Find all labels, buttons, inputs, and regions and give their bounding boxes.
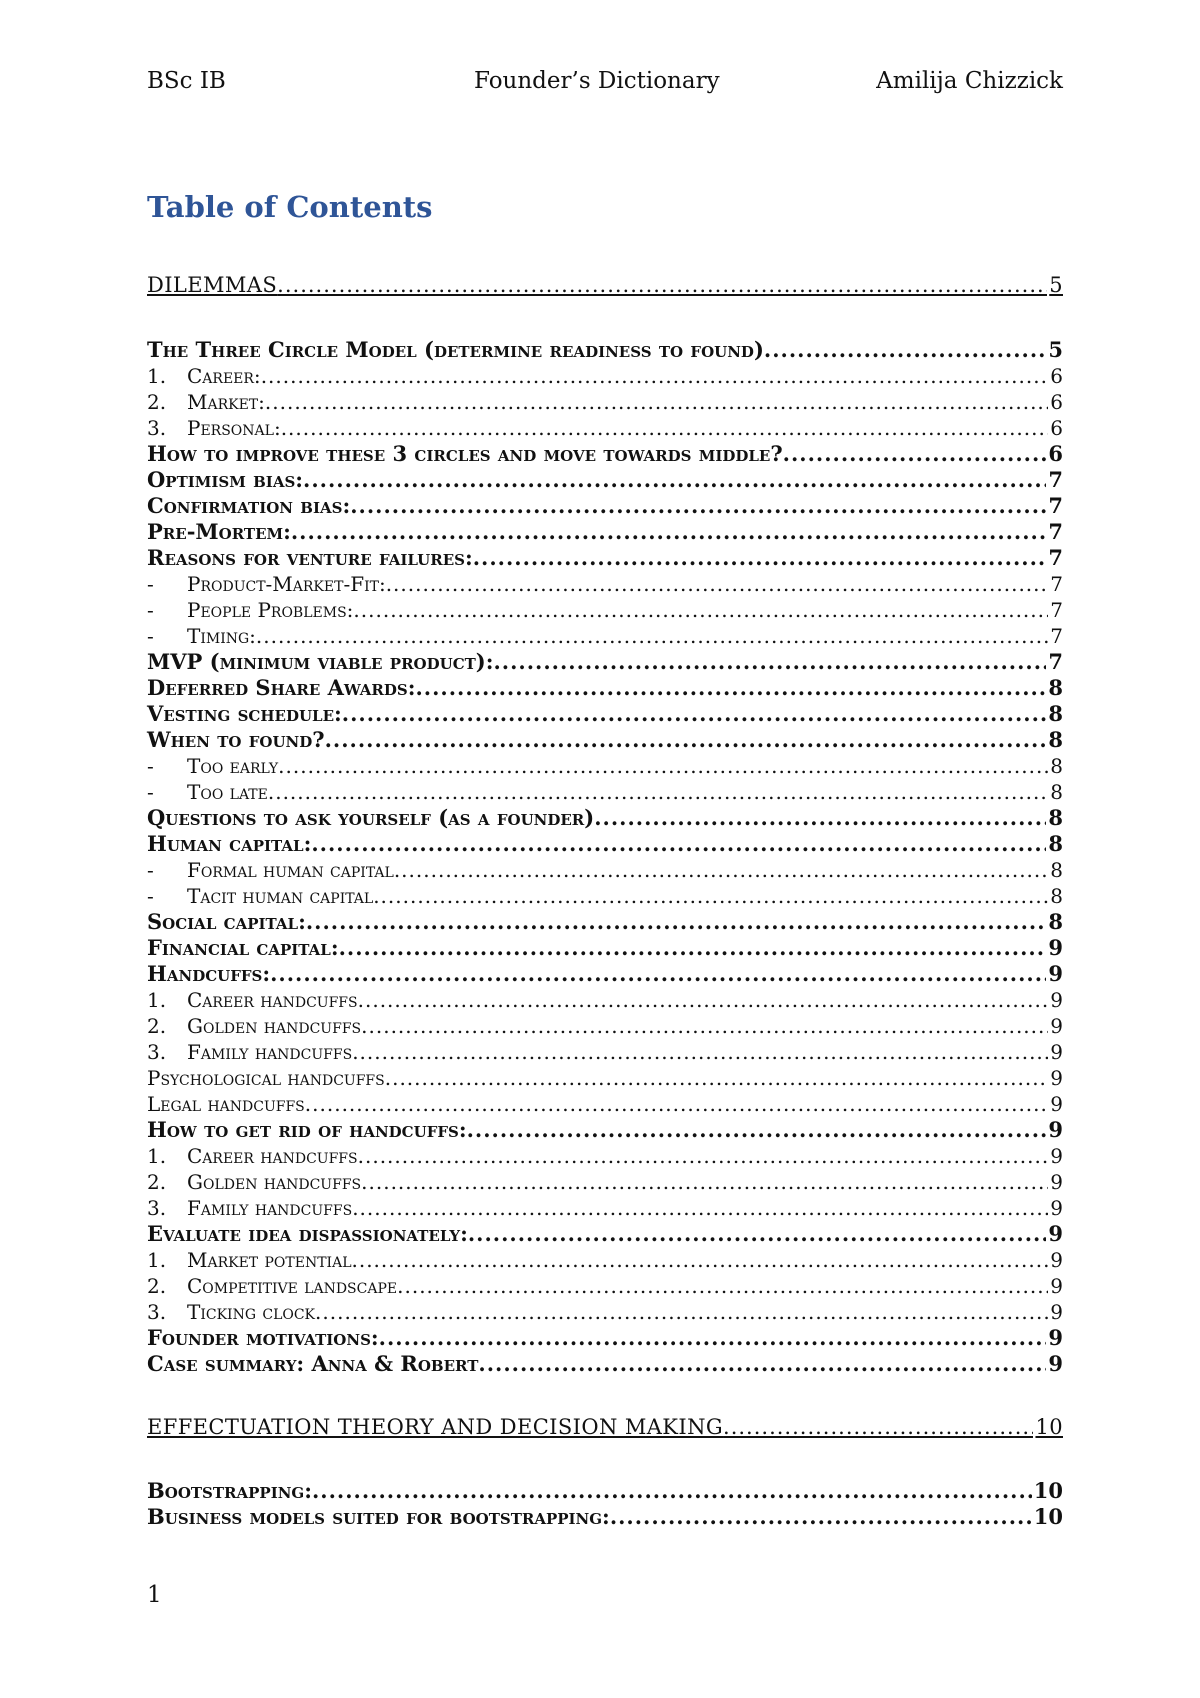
toc-entry-text: Questions to ask yourself (as a founder) xyxy=(147,805,595,830)
toc-dot-leader xyxy=(305,1091,1048,1117)
toc-entry-marker: 1. xyxy=(147,364,167,388)
toc-entry-text: Family handcuffs xyxy=(187,1040,353,1064)
toc-dot-leader xyxy=(278,753,1048,779)
toc-entry[interactable] xyxy=(147,675,1063,701)
toc-entry-page: 9 xyxy=(1050,1300,1063,1324)
toc-dot-leader xyxy=(281,415,1049,441)
toc-dot-leader xyxy=(352,1195,1048,1221)
toc-entry[interactable] xyxy=(147,909,1063,935)
header-document-title: Founder’s Dictionary xyxy=(474,68,720,94)
toc-entry-text: The Three Circle Model (determine readiness to found) xyxy=(147,337,764,362)
toc-dot-leader xyxy=(764,337,1046,363)
page-number: 1 xyxy=(147,1582,162,1608)
toc-entry-page: 9 xyxy=(1050,1040,1063,1064)
toc-dot-leader xyxy=(342,701,1047,727)
toc-entry-label xyxy=(147,779,268,805)
toc-dot-leader xyxy=(261,363,1049,389)
toc-entry-marker: 1. xyxy=(147,1248,167,1272)
toc-dot-leader xyxy=(353,597,1048,623)
toc-entry-page: 9 xyxy=(1050,1196,1063,1220)
toc-entry-label xyxy=(147,1351,478,1377)
toc-entry-page: 6 xyxy=(1050,390,1063,414)
toc-dot-leader xyxy=(394,857,1048,883)
toc-entry[interactable] xyxy=(147,1013,1063,1039)
toc-entry-text: Evaluate idea dispassionately: xyxy=(147,1221,468,1246)
toc-entry-page: 8 xyxy=(1048,675,1063,700)
toc-dot-leader xyxy=(594,805,1046,831)
toc-entry-marker: 1. xyxy=(147,1144,167,1168)
toc-entry[interactable] xyxy=(147,363,1063,389)
toc-title: Table of Contents xyxy=(147,190,433,224)
toc-entry[interactable] xyxy=(147,753,1063,779)
toc-entry-text: Career: xyxy=(187,364,261,388)
toc-entry-page: 9 xyxy=(1050,1144,1063,1168)
toc-entry[interactable] xyxy=(147,545,1063,571)
toc-dot-leader xyxy=(277,272,1047,298)
toc-entry-page: 8 xyxy=(1048,727,1063,752)
toc-entry-marker: 2. xyxy=(147,1170,167,1194)
toc-entry-label xyxy=(147,1013,361,1039)
toc-entry-page: 7 xyxy=(1048,467,1063,492)
toc-entry[interactable] xyxy=(147,701,1063,727)
toc-entry-label xyxy=(147,493,350,519)
toc-entry-text: Optimism bias: xyxy=(147,467,304,492)
toc-entry[interactable] xyxy=(147,1414,1063,1440)
toc-entry[interactable] xyxy=(147,1504,1063,1530)
toc-entry[interactable] xyxy=(147,571,1063,597)
toc-entry-text: Timing: xyxy=(187,624,256,648)
toc-entry-page: 8 xyxy=(1048,831,1063,856)
toc-entry-page: 7 xyxy=(1048,545,1063,570)
toc-entry-page: 9 xyxy=(1050,1066,1063,1090)
toc-entry-page: 7 xyxy=(1050,572,1063,596)
toc-entry-label xyxy=(147,389,265,415)
toc-entry-text: Case summary: Anna & Robert xyxy=(147,1351,479,1376)
toc-entry-page: 6 xyxy=(1050,364,1063,388)
toc-entry-label xyxy=(147,441,783,467)
toc-entry-text: DILEMMAS xyxy=(147,273,278,297)
toc-entry-label xyxy=(147,649,493,675)
toc-dot-leader xyxy=(306,909,1047,935)
toc-entry-text: Vesting schedule: xyxy=(147,701,342,726)
toc-entry-label xyxy=(147,1478,312,1504)
toc-entry-page: 8 xyxy=(1050,754,1063,778)
toc-dot-leader xyxy=(493,649,1046,675)
toc-dot-leader xyxy=(315,1299,1048,1325)
toc-entry-text: How to get rid of handcuffs: xyxy=(147,1117,467,1142)
toc-dot-leader xyxy=(311,831,1046,857)
toc-entry-text: When to found? xyxy=(147,727,325,752)
toc-dot-leader xyxy=(350,493,1046,519)
toc-entry-page: 8 xyxy=(1048,805,1063,830)
toc-entry-label xyxy=(147,571,386,597)
toc-entry-text: Ticking clock xyxy=(187,1300,316,1324)
toc-entry-text: Too early xyxy=(187,754,279,778)
toc-entry[interactable] xyxy=(147,493,1063,519)
toc-entry-label xyxy=(147,519,291,545)
toc-entry-text: Personal: xyxy=(187,416,281,440)
toc-entry-page: 8 xyxy=(1050,858,1063,882)
toc-entry-page: 9 xyxy=(1050,1092,1063,1116)
toc-entry-label xyxy=(147,1221,468,1247)
toc-entry-page: 7 xyxy=(1048,519,1063,544)
toc-entry[interactable] xyxy=(147,272,1063,298)
toc-entry[interactable] xyxy=(147,1325,1063,1351)
toc-entry-label xyxy=(147,1195,352,1221)
toc-entry-label xyxy=(147,857,394,883)
toc-entry[interactable] xyxy=(147,441,1063,467)
toc-entry-page: 7 xyxy=(1050,598,1063,622)
toc-entry-page: 8 xyxy=(1050,884,1063,908)
toc-entry-text: Human capital: xyxy=(147,831,312,856)
toc-entry[interactable] xyxy=(147,1478,1063,1504)
toc-dot-leader xyxy=(385,1065,1049,1091)
toc-entry[interactable] xyxy=(147,805,1063,831)
toc-dot-leader xyxy=(312,1478,1032,1504)
toc-entry[interactable] xyxy=(147,1351,1063,1377)
toc-entry-label xyxy=(147,272,277,298)
toc-dot-leader xyxy=(610,1504,1032,1530)
toc-entry-marker: 3. xyxy=(147,1040,167,1064)
toc-entry-label xyxy=(147,363,261,389)
toc-entry-text: Confirmation bias: xyxy=(147,493,351,518)
toc-entry[interactable] xyxy=(147,961,1063,987)
toc-entry-text: Financial capital: xyxy=(147,935,339,960)
toc-entry[interactable] xyxy=(147,519,1063,545)
toc-entry-marker: 1. xyxy=(147,988,167,1012)
toc-entry-text: Too late xyxy=(187,780,268,804)
toc-entry[interactable] xyxy=(147,1065,1063,1091)
toc-entry-label xyxy=(147,727,325,753)
toc-entry-page: 7 xyxy=(1050,624,1063,648)
toc-entry-text: Business models suited for bootstrapping: xyxy=(147,1504,610,1529)
toc-entry-label xyxy=(147,1091,305,1117)
toc-entry-text: Golden handcuffs xyxy=(187,1170,362,1194)
toc-entry[interactable] xyxy=(147,1273,1063,1299)
toc-entry-text: Psychological handcuffs xyxy=(147,1066,385,1090)
page-header xyxy=(147,68,1063,102)
toc-entry[interactable] xyxy=(147,597,1063,623)
toc-entry-label xyxy=(147,753,278,779)
toc-entry-page: 5 xyxy=(1049,273,1063,297)
toc-entry-label xyxy=(147,1299,315,1325)
toc-entry-label xyxy=(147,701,342,727)
toc-dot-leader xyxy=(373,883,1048,909)
toc-dot-leader xyxy=(351,1247,1048,1273)
toc-entry[interactable] xyxy=(147,1221,1063,1247)
toc-entry[interactable] xyxy=(147,987,1063,1013)
toc-entry-label xyxy=(147,1504,610,1530)
toc-entry-label xyxy=(147,1117,467,1143)
toc-entry-marker: - xyxy=(147,754,154,778)
toc-entry-page: 8 xyxy=(1048,909,1063,934)
toc-entry-page: 10 xyxy=(1033,1504,1063,1529)
toc-dot-leader xyxy=(270,961,1046,987)
toc-dot-leader xyxy=(468,1221,1047,1247)
toc-entry-text: Market: xyxy=(187,390,265,414)
toc-dot-leader xyxy=(358,987,1049,1013)
toc-entry-text: Career handcuffs xyxy=(187,1144,358,1168)
toc-entry-text: Deferred Share Awards: xyxy=(147,675,416,700)
toc-dot-leader xyxy=(723,1414,1033,1440)
toc-entry-marker: 3. xyxy=(147,1196,167,1220)
toc-entry-page: 9 xyxy=(1048,1325,1063,1350)
toc-entry-page: 10 xyxy=(1033,1478,1063,1503)
toc-entry-page: 9 xyxy=(1048,1117,1063,1142)
toc-entry-text: Career handcuffs xyxy=(187,988,358,1012)
toc-entry-text: EFFECTUATION THEORY AND DECISION MAKING xyxy=(147,1415,724,1439)
toc-dot-leader xyxy=(473,545,1047,571)
toc-entry[interactable] xyxy=(147,831,1063,857)
toc-entry-page: 6 xyxy=(1050,416,1063,440)
toc-entry-marker: - xyxy=(147,598,154,622)
toc-entry-marker: 2. xyxy=(147,390,167,414)
toc-entry-marker: 3. xyxy=(147,1300,167,1324)
toc-entry-label xyxy=(147,883,373,909)
toc-entry-page: 6 xyxy=(1048,441,1063,466)
toc-entry[interactable] xyxy=(147,1143,1063,1169)
toc-entry-marker: - xyxy=(147,858,154,882)
toc-entry-marker: 2. xyxy=(147,1014,167,1038)
toc-entry-marker: - xyxy=(147,624,154,648)
toc-entry-text: Formal human capital xyxy=(187,858,394,882)
toc-dot-leader xyxy=(386,571,1049,597)
toc-dot-leader xyxy=(256,623,1048,649)
toc-entry[interactable] xyxy=(147,1169,1063,1195)
toc-dot-leader xyxy=(352,1039,1048,1065)
toc-entry-label xyxy=(147,467,303,493)
toc-entry-label xyxy=(147,1065,385,1091)
toc-entry[interactable] xyxy=(147,727,1063,753)
toc-dot-leader xyxy=(268,779,1048,805)
toc-dot-leader xyxy=(339,935,1047,961)
toc-entry-page: 8 xyxy=(1050,780,1063,804)
toc-entry[interactable] xyxy=(147,1039,1063,1065)
toc-entry[interactable] xyxy=(147,1299,1063,1325)
toc-dot-leader xyxy=(361,1013,1048,1039)
toc-entry-text: Legal handcuffs xyxy=(147,1092,305,1116)
toc-entry-text: Founder motivations: xyxy=(147,1325,379,1350)
toc-entry-label xyxy=(147,415,281,441)
toc-entry-text: Pre-Mortem: xyxy=(147,519,291,544)
toc-dot-leader xyxy=(379,1325,1047,1351)
toc-entry-label xyxy=(147,1039,352,1065)
toc-entry-text: Market potential xyxy=(187,1248,352,1272)
toc-entry[interactable] xyxy=(147,415,1063,441)
toc-dot-leader xyxy=(467,1117,1047,1143)
toc-entry-marker: 3. xyxy=(147,416,167,440)
toc-entry-marker: - xyxy=(147,884,154,908)
toc-entry-page: 9 xyxy=(1050,1170,1063,1194)
toc-entry[interactable] xyxy=(147,935,1063,961)
toc-entry-text: Product-Market-Fit: xyxy=(187,572,386,596)
toc-dot-leader xyxy=(783,441,1047,467)
toc-dot-leader xyxy=(361,1169,1048,1195)
toc-entry-text: Reasons for venture failures: xyxy=(147,545,473,570)
toc-entry-label xyxy=(147,909,306,935)
toc-entry-page: 5 xyxy=(1048,337,1063,362)
toc-entry-label xyxy=(147,805,594,831)
toc-entry[interactable] xyxy=(147,389,1063,415)
toc-entry-label xyxy=(147,545,473,571)
toc-entry-label xyxy=(147,961,270,987)
toc-dot-leader xyxy=(265,389,1048,415)
toc-entry-page: 7 xyxy=(1048,649,1063,674)
toc-dot-leader xyxy=(303,467,1046,493)
toc-entry-page: 9 xyxy=(1050,1248,1063,1272)
toc-entry-label xyxy=(147,675,415,701)
toc-entry-label xyxy=(147,597,353,623)
toc-entry-text: People Problems: xyxy=(187,598,354,622)
toc-dot-leader xyxy=(325,727,1047,753)
toc-entry-label xyxy=(147,1247,351,1273)
toc-entry-text: Family handcuffs xyxy=(187,1196,353,1220)
toc-entry[interactable] xyxy=(147,1117,1063,1143)
toc-entry[interactable] xyxy=(147,649,1063,675)
toc-entry-label xyxy=(147,623,256,649)
toc-entry-marker: 2. xyxy=(147,1274,167,1298)
toc-dot-leader xyxy=(291,519,1047,545)
toc-entry-text: Competitive landscape xyxy=(187,1274,398,1298)
toc-dot-leader xyxy=(415,675,1046,701)
toc-entry[interactable] xyxy=(147,1091,1063,1117)
toc-entry-text: Social capital: xyxy=(147,909,306,934)
toc-entry-label xyxy=(147,1143,358,1169)
toc-entry[interactable] xyxy=(147,1195,1063,1221)
toc-entry-page: 9 xyxy=(1048,961,1063,986)
toc-entry[interactable] xyxy=(147,857,1063,883)
toc-entry-text: Golden handcuffs xyxy=(187,1014,362,1038)
toc-entry-page: 7 xyxy=(1048,493,1063,518)
toc-entry-label xyxy=(147,1169,361,1195)
toc-entry-label xyxy=(147,987,358,1013)
toc-entry[interactable] xyxy=(147,779,1063,805)
toc-entry-page: 9 xyxy=(1050,988,1063,1012)
toc-entry-page: 9 xyxy=(1050,1274,1063,1298)
toc-dot-leader xyxy=(478,1351,1046,1377)
toc-entry-page: 9 xyxy=(1050,1014,1063,1038)
toc-entry-page: 9 xyxy=(1048,1351,1063,1376)
toc-entry-page: 9 xyxy=(1048,1221,1063,1246)
toc-entry[interactable] xyxy=(147,883,1063,909)
toc-entry-text: Bootstrapping: xyxy=(147,1478,312,1503)
toc-entry-label xyxy=(147,337,764,363)
toc-entry[interactable] xyxy=(147,1247,1063,1273)
header-author: Amilija Chizzick xyxy=(876,68,1063,94)
toc-entry-label xyxy=(147,1325,379,1351)
toc-entry-page: 8 xyxy=(1048,701,1063,726)
toc-entry-text: MVP (minimum viable product): xyxy=(147,649,494,674)
toc-entry-page: 10 xyxy=(1035,1415,1063,1439)
toc-entry[interactable] xyxy=(147,623,1063,649)
toc-entry-label xyxy=(147,1273,397,1299)
header-course: BSc IB xyxy=(147,68,226,94)
toc-entry[interactable] xyxy=(147,467,1063,493)
toc-entry-text: How to improve these 3 circles and move towards middle? xyxy=(147,441,783,466)
toc-entry-text: Handcuffs: xyxy=(147,961,271,986)
toc-entry-label xyxy=(147,831,311,857)
toc-dot-leader xyxy=(397,1273,1048,1299)
toc-entry-marker: - xyxy=(147,572,154,596)
toc-entry-label xyxy=(147,1414,723,1440)
toc-entry-label xyxy=(147,935,339,961)
toc-entry-marker: - xyxy=(147,780,154,804)
toc-entry-text: Tacit human capital xyxy=(187,884,374,908)
toc-dot-leader xyxy=(358,1143,1049,1169)
toc-entry-page: 9 xyxy=(1048,935,1063,960)
toc-entry[interactable] xyxy=(147,337,1063,363)
